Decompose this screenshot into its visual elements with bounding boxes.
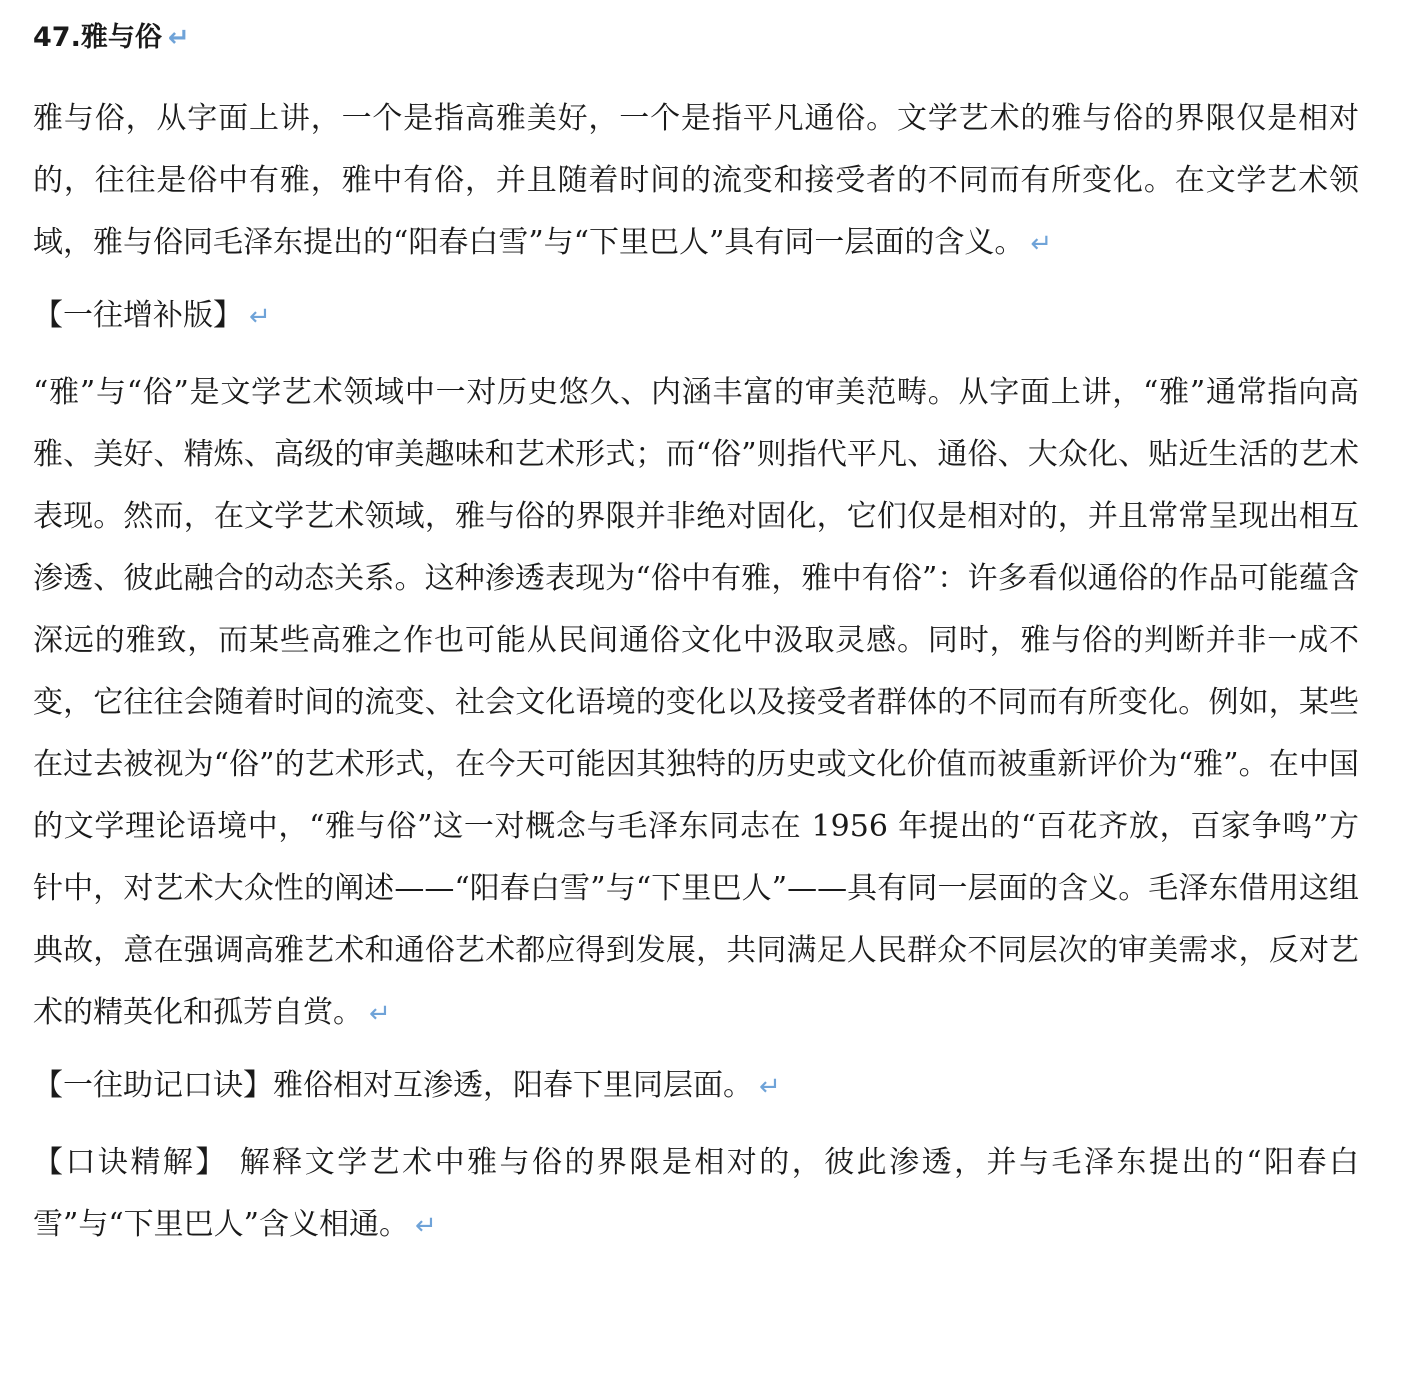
supplement-label-text: 【一往增补版】: [33, 298, 243, 333]
supplement-label: [33, 285, 1359, 348]
section-heading: [33, 18, 1359, 58]
supplement-paragraph: [33, 362, 1359, 1045]
paragraph-mark-icon: ↵: [415, 1211, 437, 1241]
supplement-text: “雅”与“俗”是文学艺术领域中一对历史悠久、内涵丰富的审美范畴。从字面上讲，“雅”通常指向高雅、美好、精炼、高级的审美趣味和艺术形式；而“俗”则指代平凡、通俗、大众化、贴近生活的艺术表现。然而，在文学艺术领域，雅与俗的界限并非绝对固化，它们仅是相对的，并且常常呈现出相互渗透、彼此融合的动态关系。这种渗透表现为“俗中有雅，雅中有俗”：许多看似通俗的作品可能蕴含深远的雅致，而某些高雅之作也可能从民间通俗文化中汲取灵感。同时，雅与俗的判断并非一成不变，它往往会随着时间的流变、社会文化语境的变化以及接受者群体的不同而有所变化。例如，某些在过去被视为“俗”的艺术形式，在今天可能因其独特的历史或文化价值而被重新评价为“雅”。在中国的文学理论语境中，“雅与俗”这一对概念与毛泽东同志在 1956 年提出的“百花齐放，百家争鸣”方针中，对艺术大众性的阐述——“阳春白雪”与“下里巴人”——具有同一层面的含义。毛泽东借用这组典故，意在强调高雅艺术和通俗艺术都应得到发展，共同满足人民群众不同层次的审美需求，反对艺术的精英化和孤芳自赏。: [33, 375, 1359, 1030]
paragraph-mark-icon: ↵: [759, 1072, 781, 1102]
explanation-paragraph: [33, 1132, 1359, 1257]
mnemonic-paragraph: [33, 1055, 1359, 1118]
paragraph-mark-icon: ↵: [167, 23, 190, 53]
paragraph-mark-icon: ↵: [249, 302, 271, 332]
heading-text: 47.雅与俗: [33, 22, 162, 53]
paragraph-mark-icon: ↵: [1030, 229, 1053, 259]
intro-paragraph: [33, 88, 1359, 275]
explanation-text: 【口诀精解】 解释文学艺术中雅与俗的界限是相对的，彼此渗透，并与毛泽东提出的“阳春白雪”与“下里巴人”含义相通。: [33, 1145, 1359, 1242]
intro-text: 雅与俗，从字面上讲，一个是指高雅美好，一个是指平凡通俗。文学艺术的雅与俗的界限仅是相对的，往往是俗中有雅，雅中有俗，并且随着时间的流变和接受者的不同而有所变化。在文学艺术领域，雅与俗同毛泽东提出的“阳春白雪”与“下里巴人”具有同一层面的含义。: [33, 101, 1359, 260]
document-page: [33, 0, 1359, 1257]
mnemonic-text: 【一往助记口诀】雅俗相对互渗透，阳春下里同层面。: [33, 1068, 753, 1103]
paragraph-mark-icon: ↵: [369, 999, 391, 1029]
